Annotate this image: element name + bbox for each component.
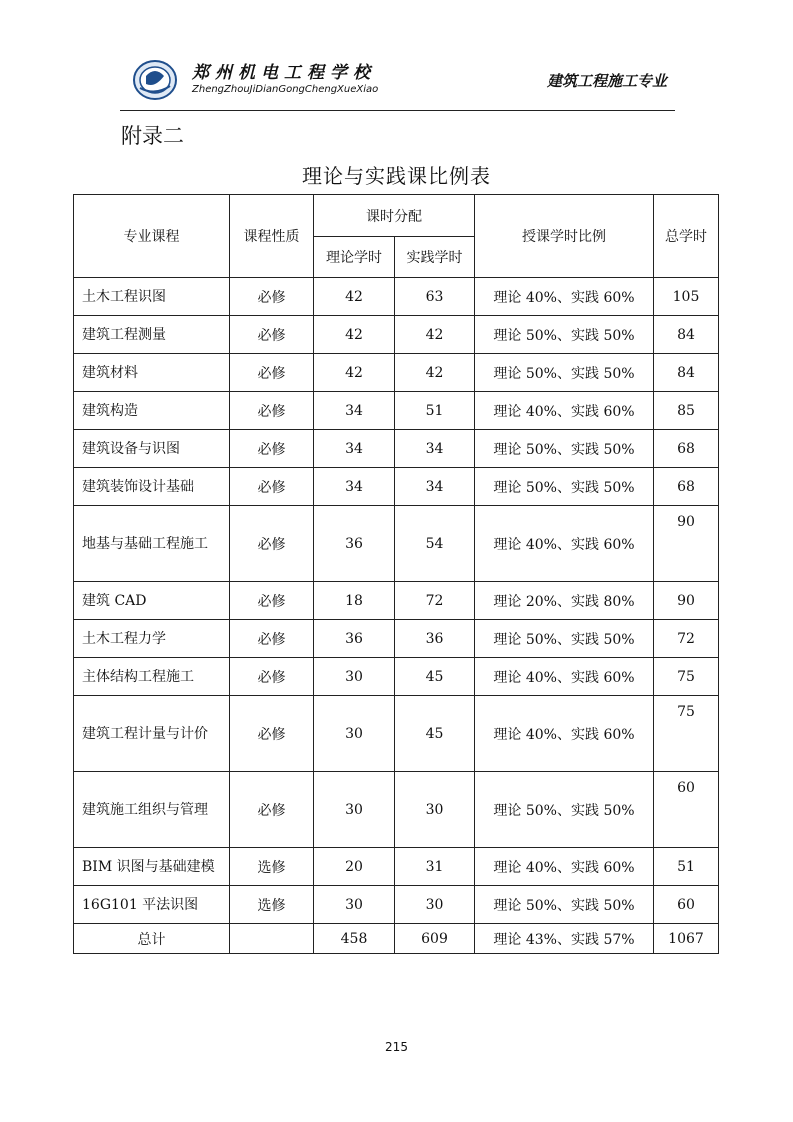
- header-ratio: 授课学时比例: [475, 195, 654, 278]
- cell-nature: 必修: [230, 506, 314, 582]
- cell-practice: 30: [395, 772, 475, 848]
- cell-practice: 34: [395, 430, 475, 468]
- cell-practice: 30: [395, 886, 475, 924]
- table-row: [74, 468, 719, 506]
- school-name-en: ZhengZhouJiDianGongChengXueXiao: [192, 84, 379, 95]
- cell-course: 土木工程识图: [74, 278, 230, 316]
- cell-practice: 36: [395, 620, 475, 658]
- table-row: [74, 772, 719, 848]
- cell-ratio: 理论 50%、实践 50%: [475, 468, 654, 506]
- cell-ratio: 理论 50%、实践 50%: [475, 772, 654, 848]
- table-title: 理论与实践课比例表: [302, 164, 491, 188]
- cell-nature: 必修: [230, 392, 314, 430]
- cell-nature: 必修: [230, 430, 314, 468]
- table-row: [74, 658, 719, 696]
- cell-course: 主体结构工程施工: [74, 658, 230, 696]
- cell-total: 84: [654, 316, 719, 354]
- header-course: 专业课程: [74, 195, 230, 278]
- cell-practice: 51: [395, 392, 475, 430]
- cell-total: 105: [654, 278, 719, 316]
- header-hours: 课时分配: [314, 195, 475, 237]
- page-number: 215: [385, 1040, 408, 1054]
- cell-total: 90: [654, 506, 719, 582]
- cell-practice: 72: [395, 582, 475, 620]
- cell-theory: 30: [314, 886, 395, 924]
- cell-practice: 54: [395, 506, 475, 582]
- summary-ratio: 理论 43%、实践 57%: [475, 924, 654, 954]
- cell-theory: 18: [314, 582, 395, 620]
- cell-total: 60: [654, 886, 719, 924]
- cell-nature: 选修: [230, 848, 314, 886]
- cell-course: 建筑设备与识图: [74, 430, 230, 468]
- table-row: [74, 848, 719, 886]
- table-row: [74, 696, 719, 772]
- cell-theory: 36: [314, 620, 395, 658]
- header-total: 总学时: [654, 195, 719, 278]
- school-name-cn: 郑州机电工程学校: [192, 63, 376, 83]
- table-row: [74, 354, 719, 392]
- table-row: [74, 886, 719, 924]
- cell-total: 72: [654, 620, 719, 658]
- table-row: [74, 392, 719, 430]
- cell-course: 地基与基础工程施工: [74, 506, 230, 582]
- cell-practice: 42: [395, 354, 475, 392]
- cell-nature: 必修: [230, 354, 314, 392]
- table-row: [74, 278, 719, 316]
- table-row: [74, 430, 719, 468]
- cell-theory: 34: [314, 430, 395, 468]
- cell-course: 建筑构造: [74, 392, 230, 430]
- table-row: [74, 506, 719, 582]
- cell-total: 84: [654, 354, 719, 392]
- table-header-row: [74, 195, 719, 237]
- summary-total: 1067: [654, 924, 719, 954]
- cell-ratio: 理论 40%、实践 60%: [475, 848, 654, 886]
- course-ratio-table: [73, 194, 719, 954]
- cell-theory: 36: [314, 506, 395, 582]
- cell-practice: 31: [395, 848, 475, 886]
- page-header: [120, 48, 675, 111]
- summary-label: 总计: [74, 924, 230, 954]
- cell-theory: 42: [314, 316, 395, 354]
- cell-total: 90: [654, 582, 719, 620]
- cell-nature: 必修: [230, 468, 314, 506]
- cell-ratio: 理论 50%、实践 50%: [475, 620, 654, 658]
- cell-practice: 45: [395, 696, 475, 772]
- cell-practice: 34: [395, 468, 475, 506]
- header-nature: 课程性质: [230, 195, 314, 278]
- cell-theory: 34: [314, 468, 395, 506]
- cell-total: 60: [654, 772, 719, 848]
- cell-practice: 45: [395, 658, 475, 696]
- table-row: [74, 620, 719, 658]
- cell-ratio: 理论 40%、实践 60%: [475, 392, 654, 430]
- cell-ratio: 理论 50%、实践 50%: [475, 354, 654, 392]
- summary-row: [74, 924, 719, 954]
- cell-theory: 34: [314, 392, 395, 430]
- appendix-label: 附录二: [121, 124, 184, 148]
- cell-total: 75: [654, 696, 719, 772]
- cell-total: 85: [654, 392, 719, 430]
- summary-practice: 609: [395, 924, 475, 954]
- cell-theory: 42: [314, 278, 395, 316]
- table-row: [74, 316, 719, 354]
- cell-total: 68: [654, 430, 719, 468]
- cell-course: 建筑材料: [74, 354, 230, 392]
- cell-total: 68: [654, 468, 719, 506]
- cell-nature: 必修: [230, 772, 314, 848]
- cell-nature: 选修: [230, 886, 314, 924]
- cell-course: 建筑装饰设计基础: [74, 468, 230, 506]
- cell-nature: 必修: [230, 658, 314, 696]
- cell-ratio: 理论 40%、实践 60%: [475, 278, 654, 316]
- header-practice: 实践学时: [395, 237, 475, 278]
- cell-course: 建筑工程测量: [74, 316, 230, 354]
- summary-theory: 458: [314, 924, 395, 954]
- cell-theory: 30: [314, 658, 395, 696]
- cell-practice: 63: [395, 278, 475, 316]
- table-row: [74, 582, 719, 620]
- cell-nature: 必修: [230, 696, 314, 772]
- cell-nature: 必修: [230, 620, 314, 658]
- cell-theory: 30: [314, 772, 395, 848]
- cell-ratio: 理论 50%、实践 50%: [475, 886, 654, 924]
- cell-nature: 必修: [230, 316, 314, 354]
- cell-practice: 42: [395, 316, 475, 354]
- school-logo-icon: [132, 58, 178, 102]
- major-name: 建筑工程施工专业: [546, 72, 667, 90]
- cell-course: 16G101 平法识图: [74, 886, 230, 924]
- cell-nature: 必修: [230, 278, 314, 316]
- header-theory: 理论学时: [314, 237, 395, 278]
- cell-course: 土木工程力学: [74, 620, 230, 658]
- cell-ratio: 理论 20%、实践 80%: [475, 582, 654, 620]
- cell-ratio: 理论 40%、实践 60%: [475, 658, 654, 696]
- cell-ratio: 理论 50%、实践 50%: [475, 430, 654, 468]
- cell-theory: 30: [314, 696, 395, 772]
- cell-theory: 20: [314, 848, 395, 886]
- cell-course: 建筑工程计量与计价: [74, 696, 230, 772]
- cell-ratio: 理论 50%、实践 50%: [475, 316, 654, 354]
- cell-course: 建筑施工组织与管理: [74, 772, 230, 848]
- cell-ratio: 理论 40%、实践 60%: [475, 506, 654, 582]
- cell-total: 51: [654, 848, 719, 886]
- cell-ratio: 理论 40%、实践 60%: [475, 696, 654, 772]
- cell-total: 75: [654, 658, 719, 696]
- summary-nature: [230, 924, 314, 954]
- cell-nature: 必修: [230, 582, 314, 620]
- cell-theory: 42: [314, 354, 395, 392]
- cell-course: 建筑 CAD: [74, 582, 230, 620]
- cell-course: BIM 识图与基础建模: [74, 848, 230, 886]
